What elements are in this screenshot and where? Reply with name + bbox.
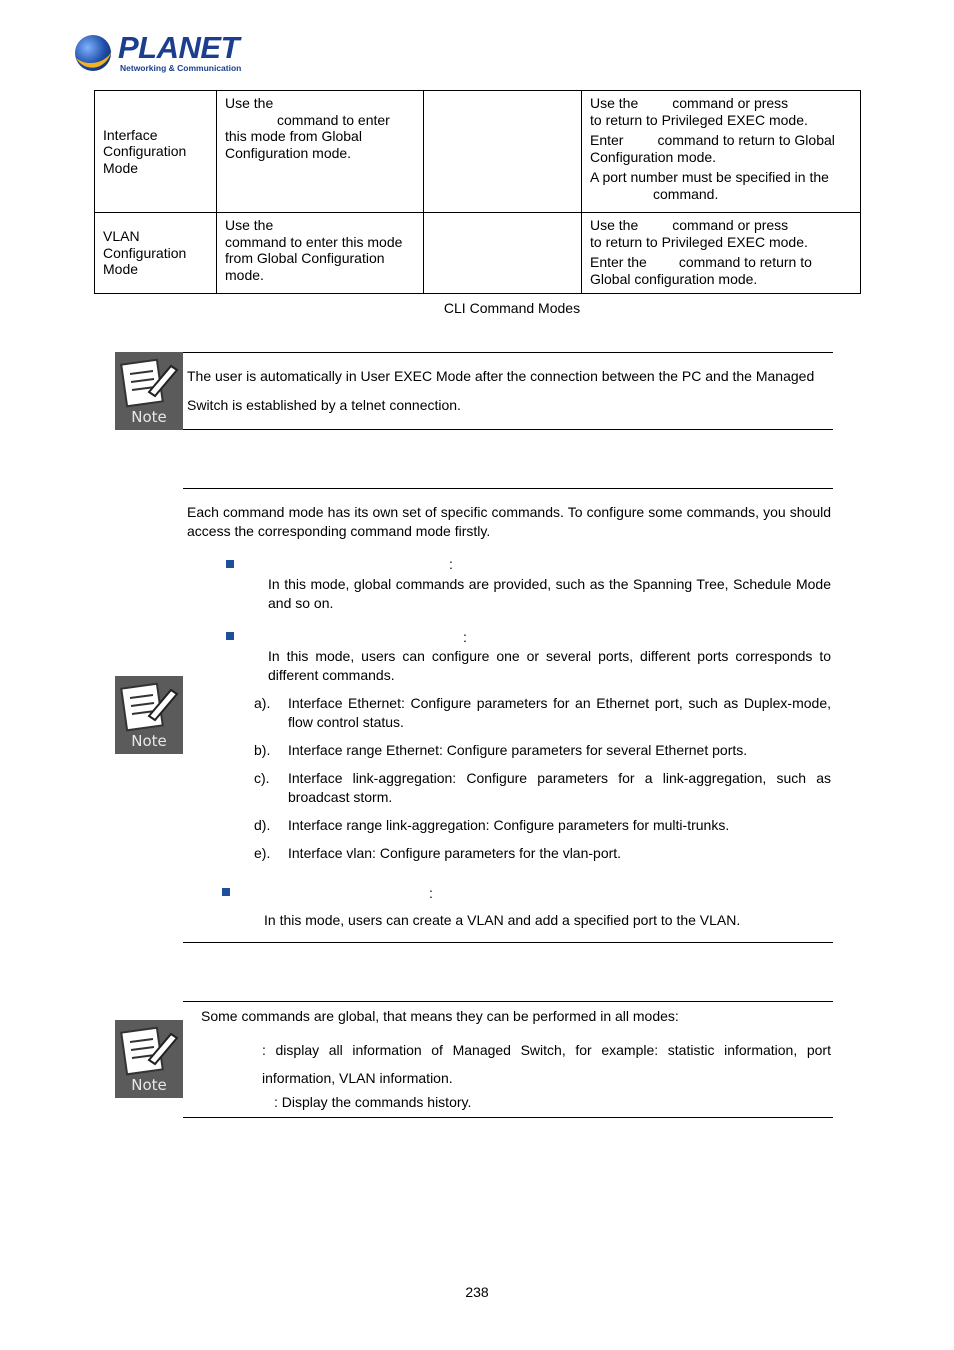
exit-line — [590, 217, 852, 234]
logo-wordmark: PLANET — [118, 30, 239, 65]
page-number: 238 — [465, 1284, 489, 1300]
logo-subtitle: Networking & Communication — [120, 63, 242, 73]
exit-line — [590, 254, 852, 271]
prompt-cell — [424, 213, 582, 294]
divider — [183, 1001, 833, 1002]
exit-text: command or press — [672, 217, 789, 233]
note3-intro: Some commands are global, that means they can be performed in all modes: — [201, 1008, 679, 1024]
sub-item-text: Interface vlan: Configure parameters for the vlan-port. — [288, 845, 622, 861]
exit-text: Use the — [590, 217, 639, 233]
note-icon-label: Note — [131, 732, 167, 750]
exit-text: command to return to — [678, 254, 812, 270]
mode-line: Mode — [103, 159, 139, 176]
exit-cell — [582, 91, 861, 213]
note-pad-icon — [115, 676, 183, 754]
mode-cell — [95, 213, 217, 294]
note1-line: The user is automatically in User EXEC Mode after the connection between the PC and the Managed — [187, 368, 815, 384]
divider — [183, 488, 833, 489]
access-line: mode. — [225, 266, 264, 283]
access-line: command to enter this mode — [225, 233, 403, 250]
bullet-colon: : — [463, 629, 467, 645]
exit-line: A port number must be specified in the — [590, 169, 829, 185]
mode-line: Configuration — [103, 143, 187, 160]
cli-modes-table — [94, 90, 861, 294]
access-line: Use the — [225, 217, 274, 233]
planet-logo — [72, 30, 242, 76]
note-pad-icon — [115, 352, 183, 430]
note-pad-icon — [115, 1020, 183, 1098]
note-icon-label: Note — [131, 408, 167, 426]
sub-item-label: c). — [254, 770, 270, 786]
sub-item-text: Interface range Ethernet: Configure parameters for several Ethernet ports. — [288, 742, 748, 758]
bullet-colon: : — [429, 885, 433, 901]
access-cell — [217, 213, 424, 294]
mode-line: Interface — [103, 126, 158, 143]
note1-line: Switch is established by a telnet connection. — [187, 397, 461, 413]
exit-line — [590, 95, 852, 112]
exit-text: Enter the — [590, 254, 647, 270]
note-icon-label: Note — [131, 1076, 167, 1094]
mode-line: Configuration — [103, 244, 187, 261]
exit-line: Configuration mode. — [590, 148, 717, 165]
note-icon — [115, 352, 183, 430]
divider — [183, 942, 833, 943]
exit-text: Use the — [590, 95, 639, 111]
access-line: this mode from Global — [225, 128, 362, 144]
sub-item-label: a). — [254, 695, 271, 711]
mode-line: VLAN — [103, 228, 140, 245]
globe-icon — [72, 32, 114, 74]
note2-intro: Each command mode has its own set of specific commands. To configure some commands, you should access the corresponding command mode firstly. — [187, 504, 831, 539]
bullet-icon — [226, 560, 234, 568]
exit-line — [590, 132, 852, 149]
bullet-icon — [226, 632, 234, 640]
prompt-cell — [424, 91, 582, 213]
mode-cell — [95, 91, 217, 213]
access-cell — [217, 91, 424, 213]
bullet-colon: : — [449, 556, 453, 572]
table-caption: CLI Command Modes — [443, 300, 581, 316]
table-row — [95, 213, 861, 294]
sub-item-label: d). — [254, 817, 271, 833]
note-icon — [115, 676, 183, 754]
exit-text: Enter — [590, 132, 624, 148]
table-row — [95, 91, 861, 213]
exit-line: to return to Privileged EXEC mode. — [590, 233, 808, 250]
access-line: Use the — [225, 95, 274, 111]
exit-cell — [582, 213, 861, 294]
exit-line: command. — [653, 185, 719, 202]
note-icon — [115, 1020, 183, 1098]
bullet-text: In this mode, users can configure one or several ports, different ports corresponds to different commands. — [268, 648, 831, 683]
divider — [183, 1117, 833, 1118]
access-line: Configuration mode. — [225, 144, 352, 161]
sub-item-text: Interface Ethernet: Configure parameters for an Ethernet port, such as Duplex-mode, flow control status. — [288, 695, 831, 730]
sub-item-text: Interface range link-aggregation: Configure parameters for multi-trunks. — [288, 817, 730, 833]
sub-item-label: e). — [254, 845, 271, 861]
exit-text: command to return to Global — [657, 132, 835, 148]
exit-text: command or press — [672, 95, 789, 111]
sub-item-label: b). — [254, 742, 271, 758]
bullet-text: In this mode, global commands are provided, such as the Spanning Tree, Schedule Mode and so on. — [268, 576, 831, 611]
exit-line: Global configuration mode. — [590, 270, 758, 287]
bullet-text: In this mode, users can create a VLAN and add a specified port to the VLAN. — [264, 912, 741, 928]
note3-item: : display all information of Managed Switch, for example: statistic information, port information, VLAN information. — [262, 1042, 831, 1086]
note3-item: : Display the commands history. — [274, 1094, 472, 1110]
bullet-icon — [222, 888, 230, 896]
mode-line: Mode — [103, 261, 139, 278]
divider — [183, 429, 833, 430]
sub-item-text: Interface link-aggregation: Configure parameters for a link-aggregation, such as broadcast storm. — [288, 770, 831, 805]
divider — [183, 352, 833, 353]
access-line: command to enter — [277, 111, 390, 128]
exit-line: to return to Privileged EXEC mode. — [590, 111, 808, 128]
access-line: from Global Configuration — [225, 250, 385, 266]
